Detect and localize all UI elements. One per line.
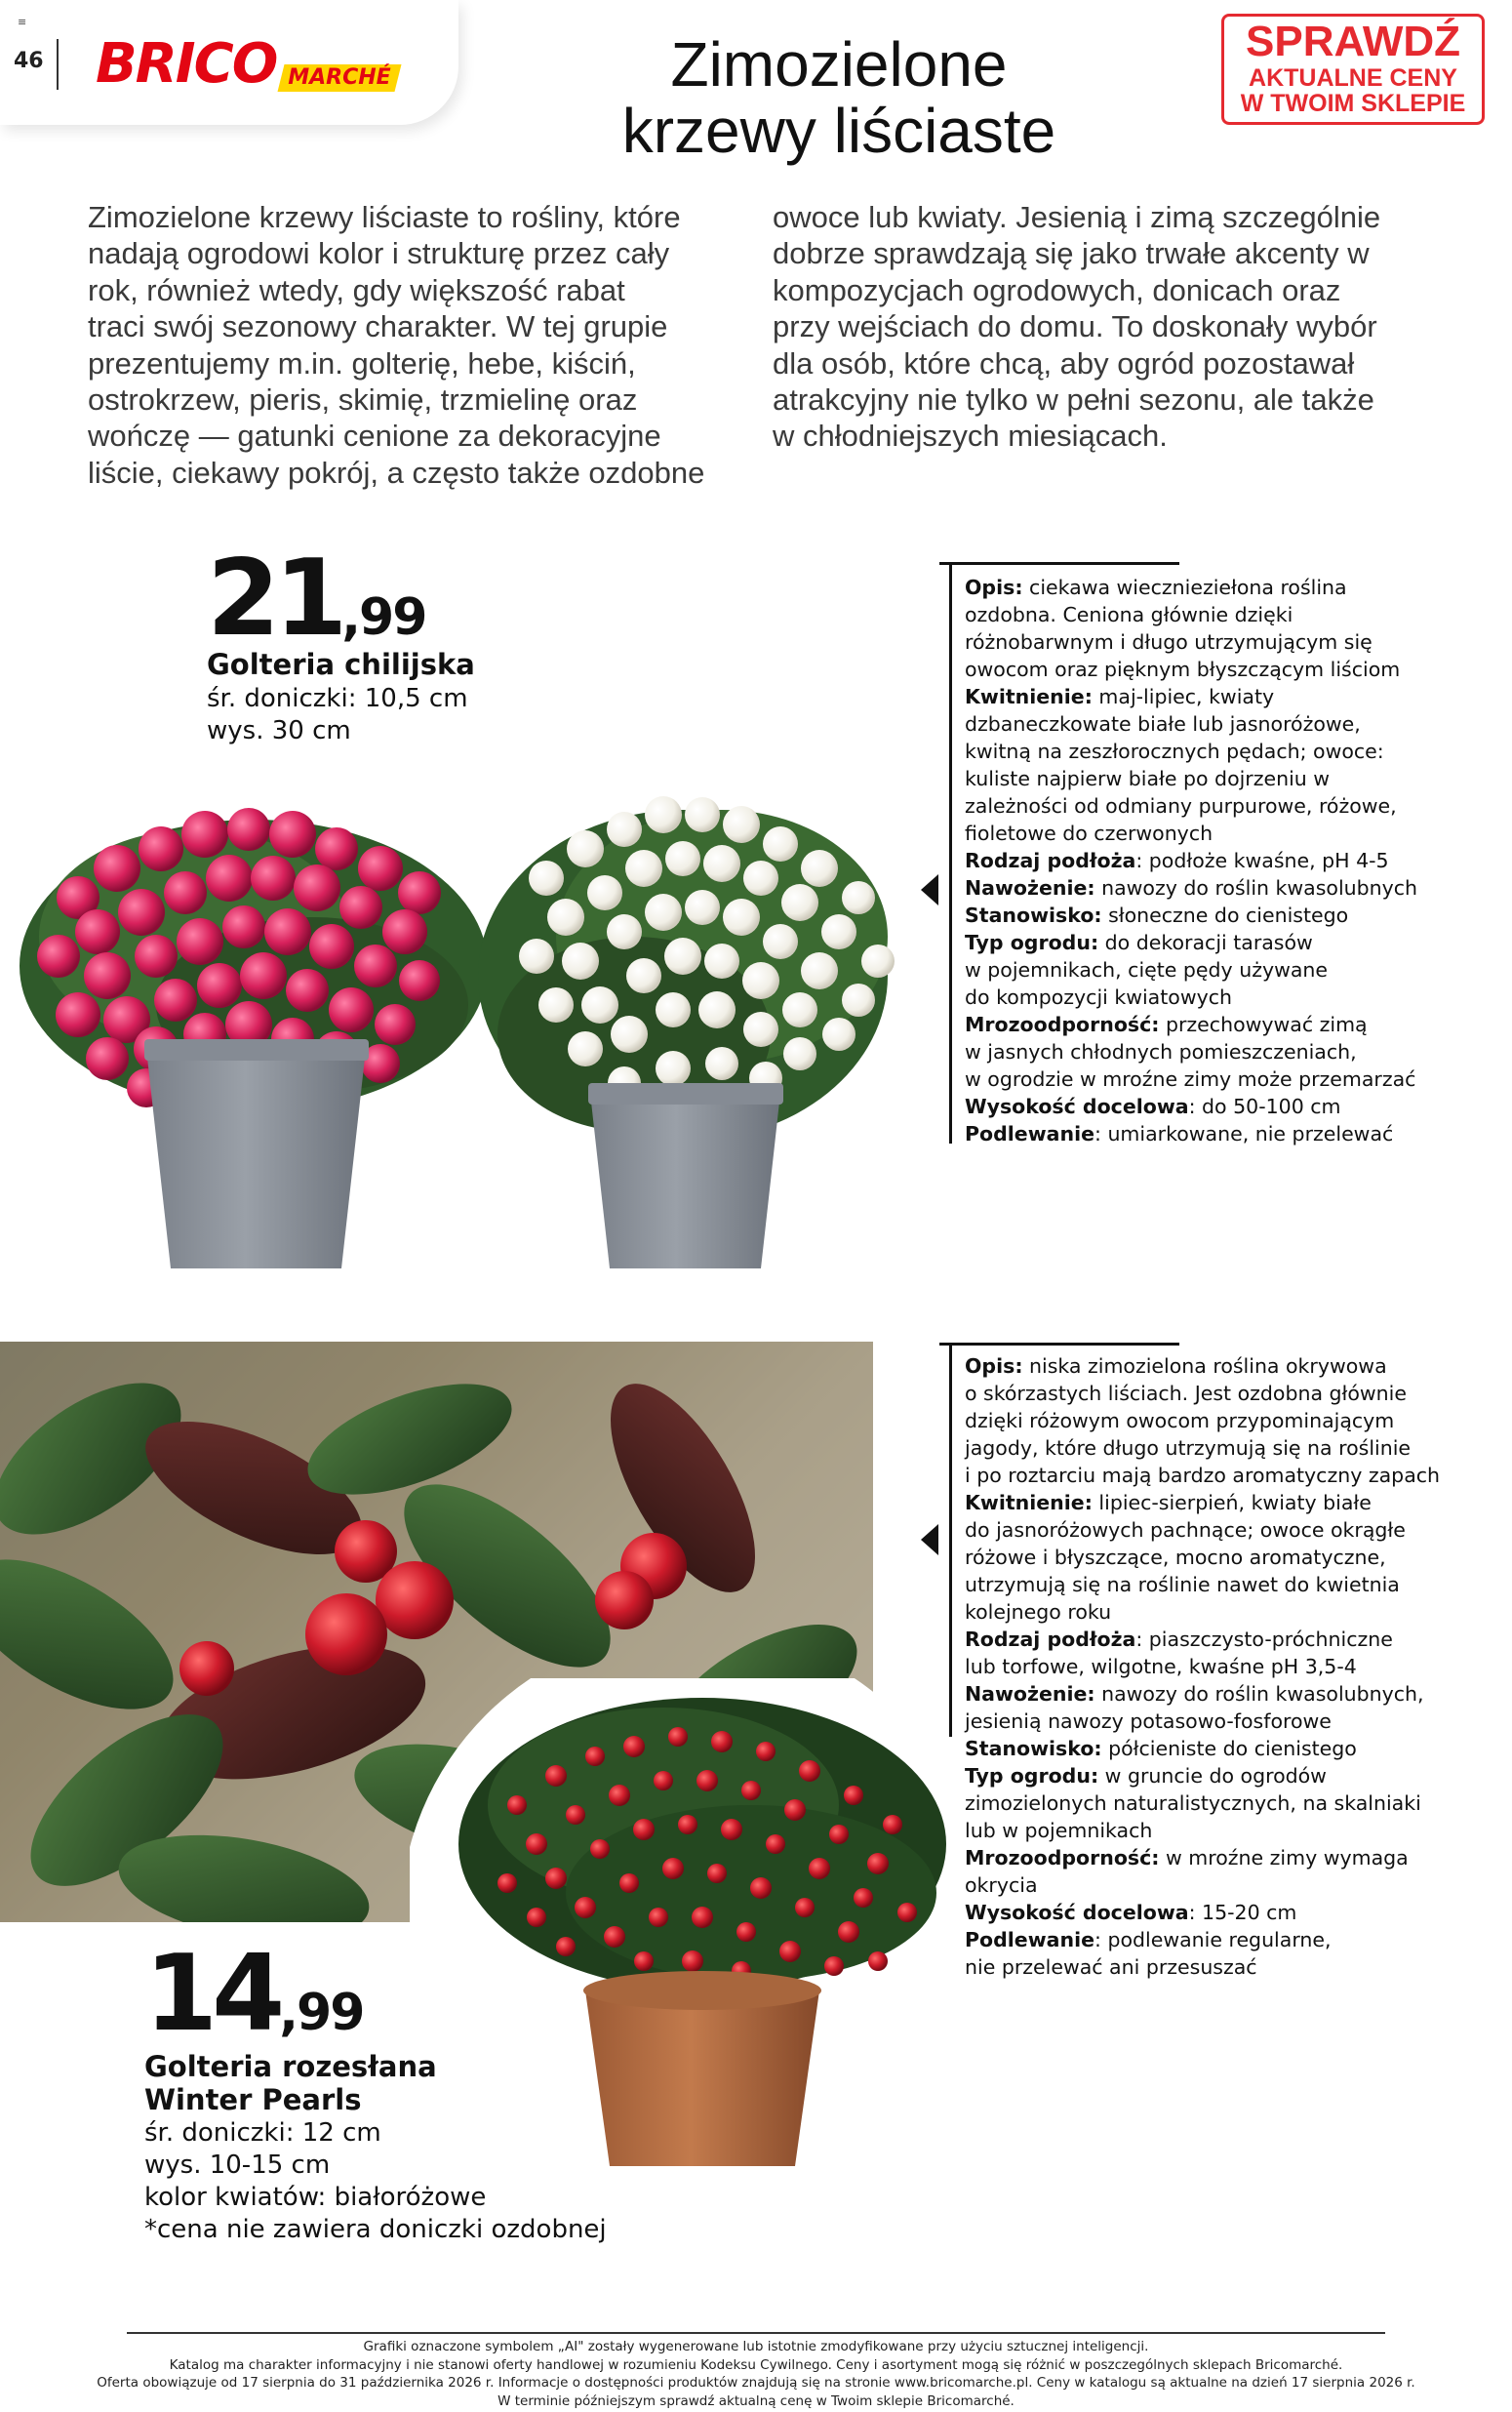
logo-marche-text: MARCHÉ	[288, 65, 391, 90]
intro-line: traci swój sezonowy charakter. W tej grupie	[88, 309, 668, 344]
desc2-pointer-icon	[921, 1524, 938, 1555]
desc-row: Podlewanie: umiarkowane, nie przelewać	[965, 1122, 1394, 1146]
stamp-line-3: W TWOIM SKLEPIE	[1240, 90, 1466, 117]
desc-row: Wysokość docelowa: do 50-100 cm	[965, 1095, 1341, 1118]
intro-line: kompozycjach ogrodowych, donicach oraz	[773, 272, 1341, 307]
product2-price	[144, 1933, 364, 2055]
desc-row: Typ ogrodu: do dekoracji tarasów	[965, 931, 1313, 954]
header-divider	[57, 39, 59, 90]
desc-row: Kwitnienie: maj-lipiec, kwiaty	[965, 685, 1275, 708]
legal-footer	[39, 2338, 1473, 2410]
desc-row: zimozielonych naturalistycznych, na skalniaki	[965, 1791, 1421, 1815]
page-number: 46	[14, 49, 44, 73]
stamp-line-2: AKTUALNE CENY	[1249, 64, 1457, 92]
footer-line: Oferta obowiązuje od 17 sierpnia do 31 października 2026 r. Informacje o dostępności produktów znajdują się na stronie www.bricomarche.pl. Ceny w katalogu są aktualne na dzień 17 sierpnia 2026 r.	[97, 2375, 1415, 2391]
desc-row: ozdobna. Ceniona głównie dzięki	[965, 603, 1293, 626]
desc-row: Opis: niska zimozielona roślina okrywowa	[965, 1354, 1387, 1378]
product2-attr: kolor kwiatów: białoróżowe	[144, 2183, 487, 2212]
product2-name	[144, 2050, 437, 2116]
intro-line: ostrokrzew, pieris, skimię, trzmielinę oraz	[88, 382, 638, 418]
desc-row: owocom oraz pięknym błyszczącym liściom	[965, 658, 1401, 681]
intro-line: atrakcyjny nie tylko w pełni sezonu, ale także	[773, 382, 1374, 418]
desc-row: lub w pojemnikach	[965, 1819, 1153, 1842]
desc-row: dzbaneczkowate białe lub jasnoróżowe,	[965, 712, 1361, 736]
desc-row: kolejnego roku	[965, 1600, 1112, 1624]
intro-line: prezentujemy m.in. golterię, hebe, kiściń,	[88, 345, 636, 381]
product2-name-line: Winter Pearls	[144, 2083, 362, 2116]
desc-row: w pojemnikach, cięte pędy używane	[965, 958, 1329, 982]
desc-row: Nawożenie: nawozy do roślin kwasolubnych,	[965, 1682, 1424, 1706]
product2-name-line: Golteria rozesłana	[144, 2050, 437, 2083]
desc-row: kuliste najpierw białe po dojrzeniu w	[965, 767, 1331, 790]
desc-row: różnobarwnym i długo utrzymującym się	[965, 630, 1373, 654]
footer-line: Katalog ma charakter informacyjny i nie stanowi oferty handlowej w rozumieniu Kodeksu Cywilnego. Ceny i asortyment mogą się różnić w poszczególnych sklepach Bricomarché.	[169, 2356, 1343, 2373]
product1-name: Golteria chilijska	[207, 648, 475, 681]
intro-line: dla osób, które chcą, aby ogród pozostawał	[773, 345, 1355, 381]
intro-line: liście, ciekawy pokrój, a często także ozdobne	[88, 455, 705, 490]
product1-price-int: 21	[207, 538, 342, 660]
product2-attr: wys. 10-15 cm	[144, 2151, 331, 2180]
title-line-2: krzewy liściaste	[621, 96, 1056, 166]
footer-line: Grafiki oznaczone symbolem „AI" zostały wygenerowane lub istotnie zmodyfikowane przy użyciu sztucznej inteligencji.	[363, 2339, 1149, 2354]
intro-line: Zimozielone krzewy liściaste to rośliny, które	[88, 200, 681, 234]
product2-attr: *cena nie zawiera doniczki ozdobnej	[144, 2215, 607, 2244]
desc-row: lub torfowe, wilgotne, kwaśne pH 3,5-4	[965, 1655, 1357, 1678]
stamp-line-1: SPRAWDŹ	[1246, 18, 1460, 65]
intro-line: dobrze sprawdzają się jako trwałe akcenty w	[773, 236, 1370, 271]
desc-row: Kwitnienie: lipiec-sierpień, kwiaty białe	[965, 1491, 1372, 1514]
intro-line: przy wejściach do domu. To doskonały wybór	[773, 309, 1377, 344]
page-title	[546, 31, 1132, 164]
desc-row: różowe i błyszczące, mocno aromatyczne,	[965, 1546, 1386, 1569]
desc-row: utrzymują się na roślinie nawet do kwietnia	[965, 1573, 1400, 1596]
desc-row: Stanowisko: słoneczne do cienistego	[965, 904, 1349, 927]
desc-row: i po roztarciu mają bardzo aromatyczny zapach	[965, 1464, 1441, 1487]
desc-row: Opis: ciekawa wiecznieziełona roślina	[965, 576, 1347, 599]
product1-price	[207, 538, 426, 660]
desc-row: Mrozoodporność: w mroźne zimy wymaga	[965, 1846, 1409, 1869]
check-prices-stamp	[1221, 14, 1485, 125]
intro-column-2	[773, 199, 1416, 455]
desc-row: do kompozycji kwiatowych	[965, 985, 1232, 1009]
product2-price-int: 14	[144, 1933, 280, 2055]
desc-row: Rodzaj podłoża: podłoże kwaśne, pH 4-5	[965, 849, 1389, 872]
desc2-top-rule	[939, 1343, 1179, 1346]
intro-column-1	[88, 199, 732, 491]
desc-row: Stanowisko: półcieniste do cienistego	[965, 1737, 1357, 1760]
desc-row: w jasnych chłodnych pomieszczeniach,	[965, 1040, 1357, 1064]
footer-divider	[127, 2332, 1385, 2334]
intro-line: w chłodniejszych miesiącach.	[773, 419, 1168, 454]
desc-row: jesienią nawozy potasowo-fosforowe	[965, 1709, 1332, 1733]
intro-line: owoce lub kwiaty. Jesienią i zimą szczególnie	[773, 200, 1381, 234]
product1-description	[965, 574, 1417, 1147]
desc1-top-rule	[939, 562, 1179, 565]
desc-row: nie przelewać ani przesuszać	[965, 1955, 1257, 1979]
product2-description	[965, 1352, 1440, 1981]
desc-row: Rodzaj podłoża: piaszczysto-próchniczne	[965, 1628, 1393, 1651]
desc2-side-rule	[949, 1343, 952, 1737]
header-tab	[0, 0, 458, 125]
desc-row: Mrozoodporność: przechowywać zimą	[965, 1013, 1368, 1036]
product1-photo	[0, 722, 956, 1268]
desc-row: do jasnoróżowych pachnące; owoce okrągłe	[965, 1518, 1406, 1542]
desc-row: Wysokość docelowa: 15-20 cm	[965, 1901, 1297, 1924]
desc-row: jagody, które długo utrzymują się na roślinie	[965, 1436, 1412, 1460]
product2-attr: śr. doniczki: 12 cm	[144, 2118, 381, 2148]
product1-price-dec: ,99	[341, 588, 426, 647]
bricomarche-logo[interactable]	[96, 32, 408, 98]
desc1-pointer-icon	[921, 874, 938, 905]
corner-mark: ≡	[18, 16, 27, 28]
logo-brico-text: BRICO	[96, 32, 277, 96]
product1-attr: śr. doniczki: 10,5 cm	[207, 684, 468, 713]
product2-price-dec: ,99	[279, 1984, 364, 2042]
desc-row: fioletowe do czerwonych	[965, 822, 1214, 845]
desc-row: Typ ogrodu: w gruncie do ogrodów	[965, 1764, 1327, 1788]
intro-line: rok, również wtedy, gdy większość rabat	[88, 272, 625, 307]
desc-row: dzięki różowym owocom przypominającym	[965, 1409, 1395, 1432]
desc-row: Podlewanie: podlewanie regularne,	[965, 1928, 1332, 1951]
title-line-1: Zimozielone	[670, 29, 1008, 100]
intro-line: nadają ogrodowi kolor i strukturę przez cały	[88, 236, 670, 271]
intro-line: wończę — gatunki cenione za dekoracyjne	[88, 419, 661, 454]
desc-row: w ogrodzie w mroźne zimy może przemarzać	[965, 1067, 1416, 1091]
desc1-side-rule	[949, 562, 952, 1144]
desc-row: okrycia	[965, 1873, 1038, 1897]
product2-attrs	[144, 2117, 607, 2246]
product1-attr: wys. 30 cm	[207, 716, 351, 745]
desc-row: o skórzastych liściach. Jest ozdobna głównie	[965, 1382, 1407, 1405]
desc-row: kwitną na zeszłorocznych pędach; owoce:	[965, 740, 1384, 763]
desc-row: Nawożenie: nawozy do roślin kwasolubnych	[965, 876, 1418, 900]
desc-row: zależności od odmiany purpurowe, różowe,	[965, 794, 1397, 818]
footer-line: W terminie późniejszym sprawdź aktualną cenę w Twoim sklepie Bricomarché.	[497, 2392, 1015, 2409]
